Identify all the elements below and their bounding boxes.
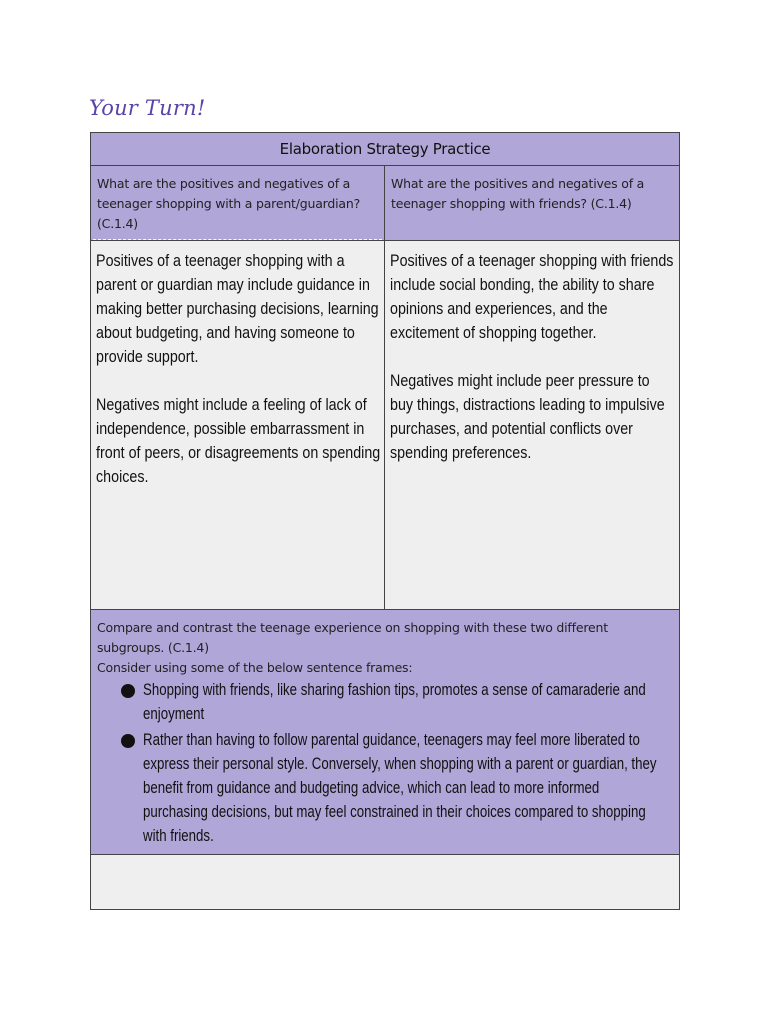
compare-prompt: Compare and contrast the teenage experience on shopping with these two different subgroups. (C.1.4) xyxy=(97,620,608,655)
question-parent-cell xyxy=(91,166,385,241)
answer-parent-cell[interactable] xyxy=(91,241,385,610)
compare-contrast-cell xyxy=(91,610,680,855)
answer-friends-negatives: Negatives might include peer pressure to buy things, distractions leading to impulsive purchases, and potential conflicts over spending preferences. xyxy=(390,371,665,462)
table-title: Elaboration Strategy Practice xyxy=(91,133,680,166)
question-friends-text: What are the positives and negatives of a teenager shopping with friends? (C.1.4) xyxy=(391,176,645,211)
sentence-frame-text: Rather than having to follow parental guidance, teenagers may feel more liberated to express their personal style. Conversely, when shopping with a parent or guardian, they benefit from guidance and budgeting advice, which can lead to more informed purchasing decisions, but may feel constrained in their choices compared to shopping with friends. xyxy=(143,730,657,845)
compare-intro xyxy=(91,610,679,678)
sentence-frames-list xyxy=(91,678,679,848)
sentence-frame xyxy=(121,728,679,848)
response-cell[interactable] xyxy=(91,855,680,910)
elaboration-table xyxy=(90,132,680,910)
your-turn-heading: Your Turn! xyxy=(89,96,206,120)
answer-parent-text xyxy=(91,241,387,489)
answer-friends-cell[interactable] xyxy=(385,241,680,610)
answer-parent-negatives: Negatives might include a feeling of lack of independence, possible embarrassment in front of peers, or disagreements on spending choices. xyxy=(96,395,381,486)
compare-instruction: Consider using some of the below sentence frames: xyxy=(97,660,413,675)
bullet-icon xyxy=(121,734,135,748)
bullet-icon xyxy=(121,684,135,698)
question-friends-cell xyxy=(385,166,680,241)
answer-friends-text xyxy=(385,241,681,465)
sentence-frame-text: Shopping with friends, like sharing fashion tips, promotes a sense of camaraderie and enjoyment xyxy=(143,680,646,723)
answer-friends-positives: Positives of a teenager shopping with friends include social bonding, the ability to share opinions and experiences, and the excitement of shopping together. xyxy=(390,251,674,342)
answer-parent-positives: Positives of a teenager shopping with a parent or guardian may include guidance in making better purchasing decisions, learning about budgeting, and having someone to provide support. xyxy=(96,251,379,366)
sentence-frame xyxy=(121,678,679,728)
question-parent-text: What are the positives and negatives of a teenager shopping with a parent/guardian? (C.1.4) xyxy=(97,176,361,231)
